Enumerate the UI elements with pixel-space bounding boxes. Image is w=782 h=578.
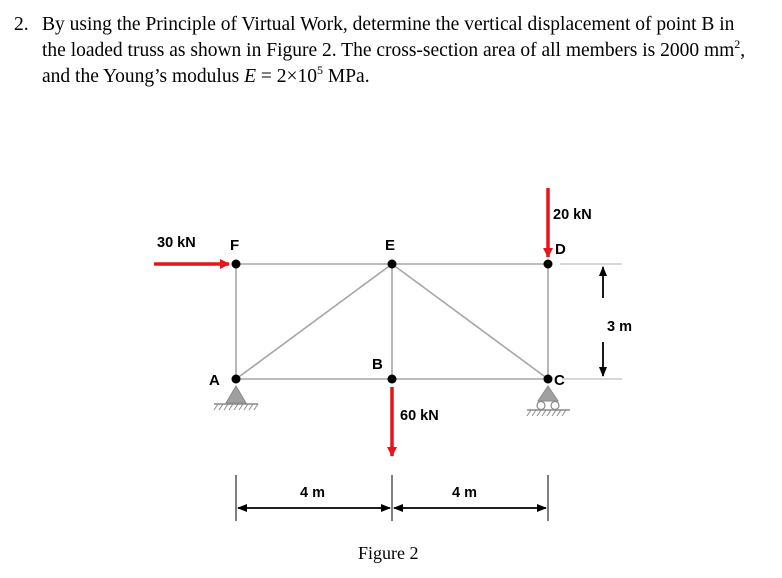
label-A: A (209, 372, 220, 389)
member-AE (236, 264, 392, 379)
node-D (544, 260, 553, 269)
dim-label-height: 3 m (607, 319, 632, 335)
node-F (232, 260, 241, 269)
line-2-text: the loaded truss as shown in Figure 2. The cross-section area of all members is 2000 mm (42, 40, 735, 61)
roller-support-C (527, 386, 570, 416)
line-3-value: = 2×10 (256, 66, 317, 87)
problem-line-1: By using the Principle of Virtual Work, determine the vertical displacement of point B in (42, 14, 735, 35)
load-label-30kn: 30 kN (157, 235, 196, 251)
label-C: C (554, 372, 565, 389)
modulus-exponent: 5 (317, 63, 323, 77)
line-2-end: , (740, 40, 746, 61)
line-3-end: MPa. (323, 66, 370, 87)
node-B (388, 375, 397, 384)
dim-label-right-span: 4 m (452, 485, 477, 501)
figure-caption: Figure 2 (358, 543, 419, 563)
member-EC (392, 264, 548, 379)
load-label-20kn: 20 kN (553, 207, 592, 223)
label-E: E (385, 237, 396, 254)
node-E (388, 260, 397, 269)
label-B: B (372, 356, 383, 373)
youngs-modulus-symbol: E (244, 66, 256, 87)
pin-support-A (214, 386, 258, 410)
load-label-60kn: 60 kN (400, 408, 439, 424)
node-C (544, 375, 553, 384)
dim-label-left-span: 4 m (300, 485, 325, 501)
problem-number: 2. (14, 14, 29, 35)
truss-members (236, 264, 548, 379)
horizontal-dimension (236, 475, 548, 521)
label-F: F (230, 237, 240, 254)
node-A (232, 375, 241, 384)
label-D: D (555, 241, 566, 258)
line-3-text: and the Young’s modulus (42, 66, 245, 87)
area-unit-exponent: 2 (734, 37, 741, 51)
